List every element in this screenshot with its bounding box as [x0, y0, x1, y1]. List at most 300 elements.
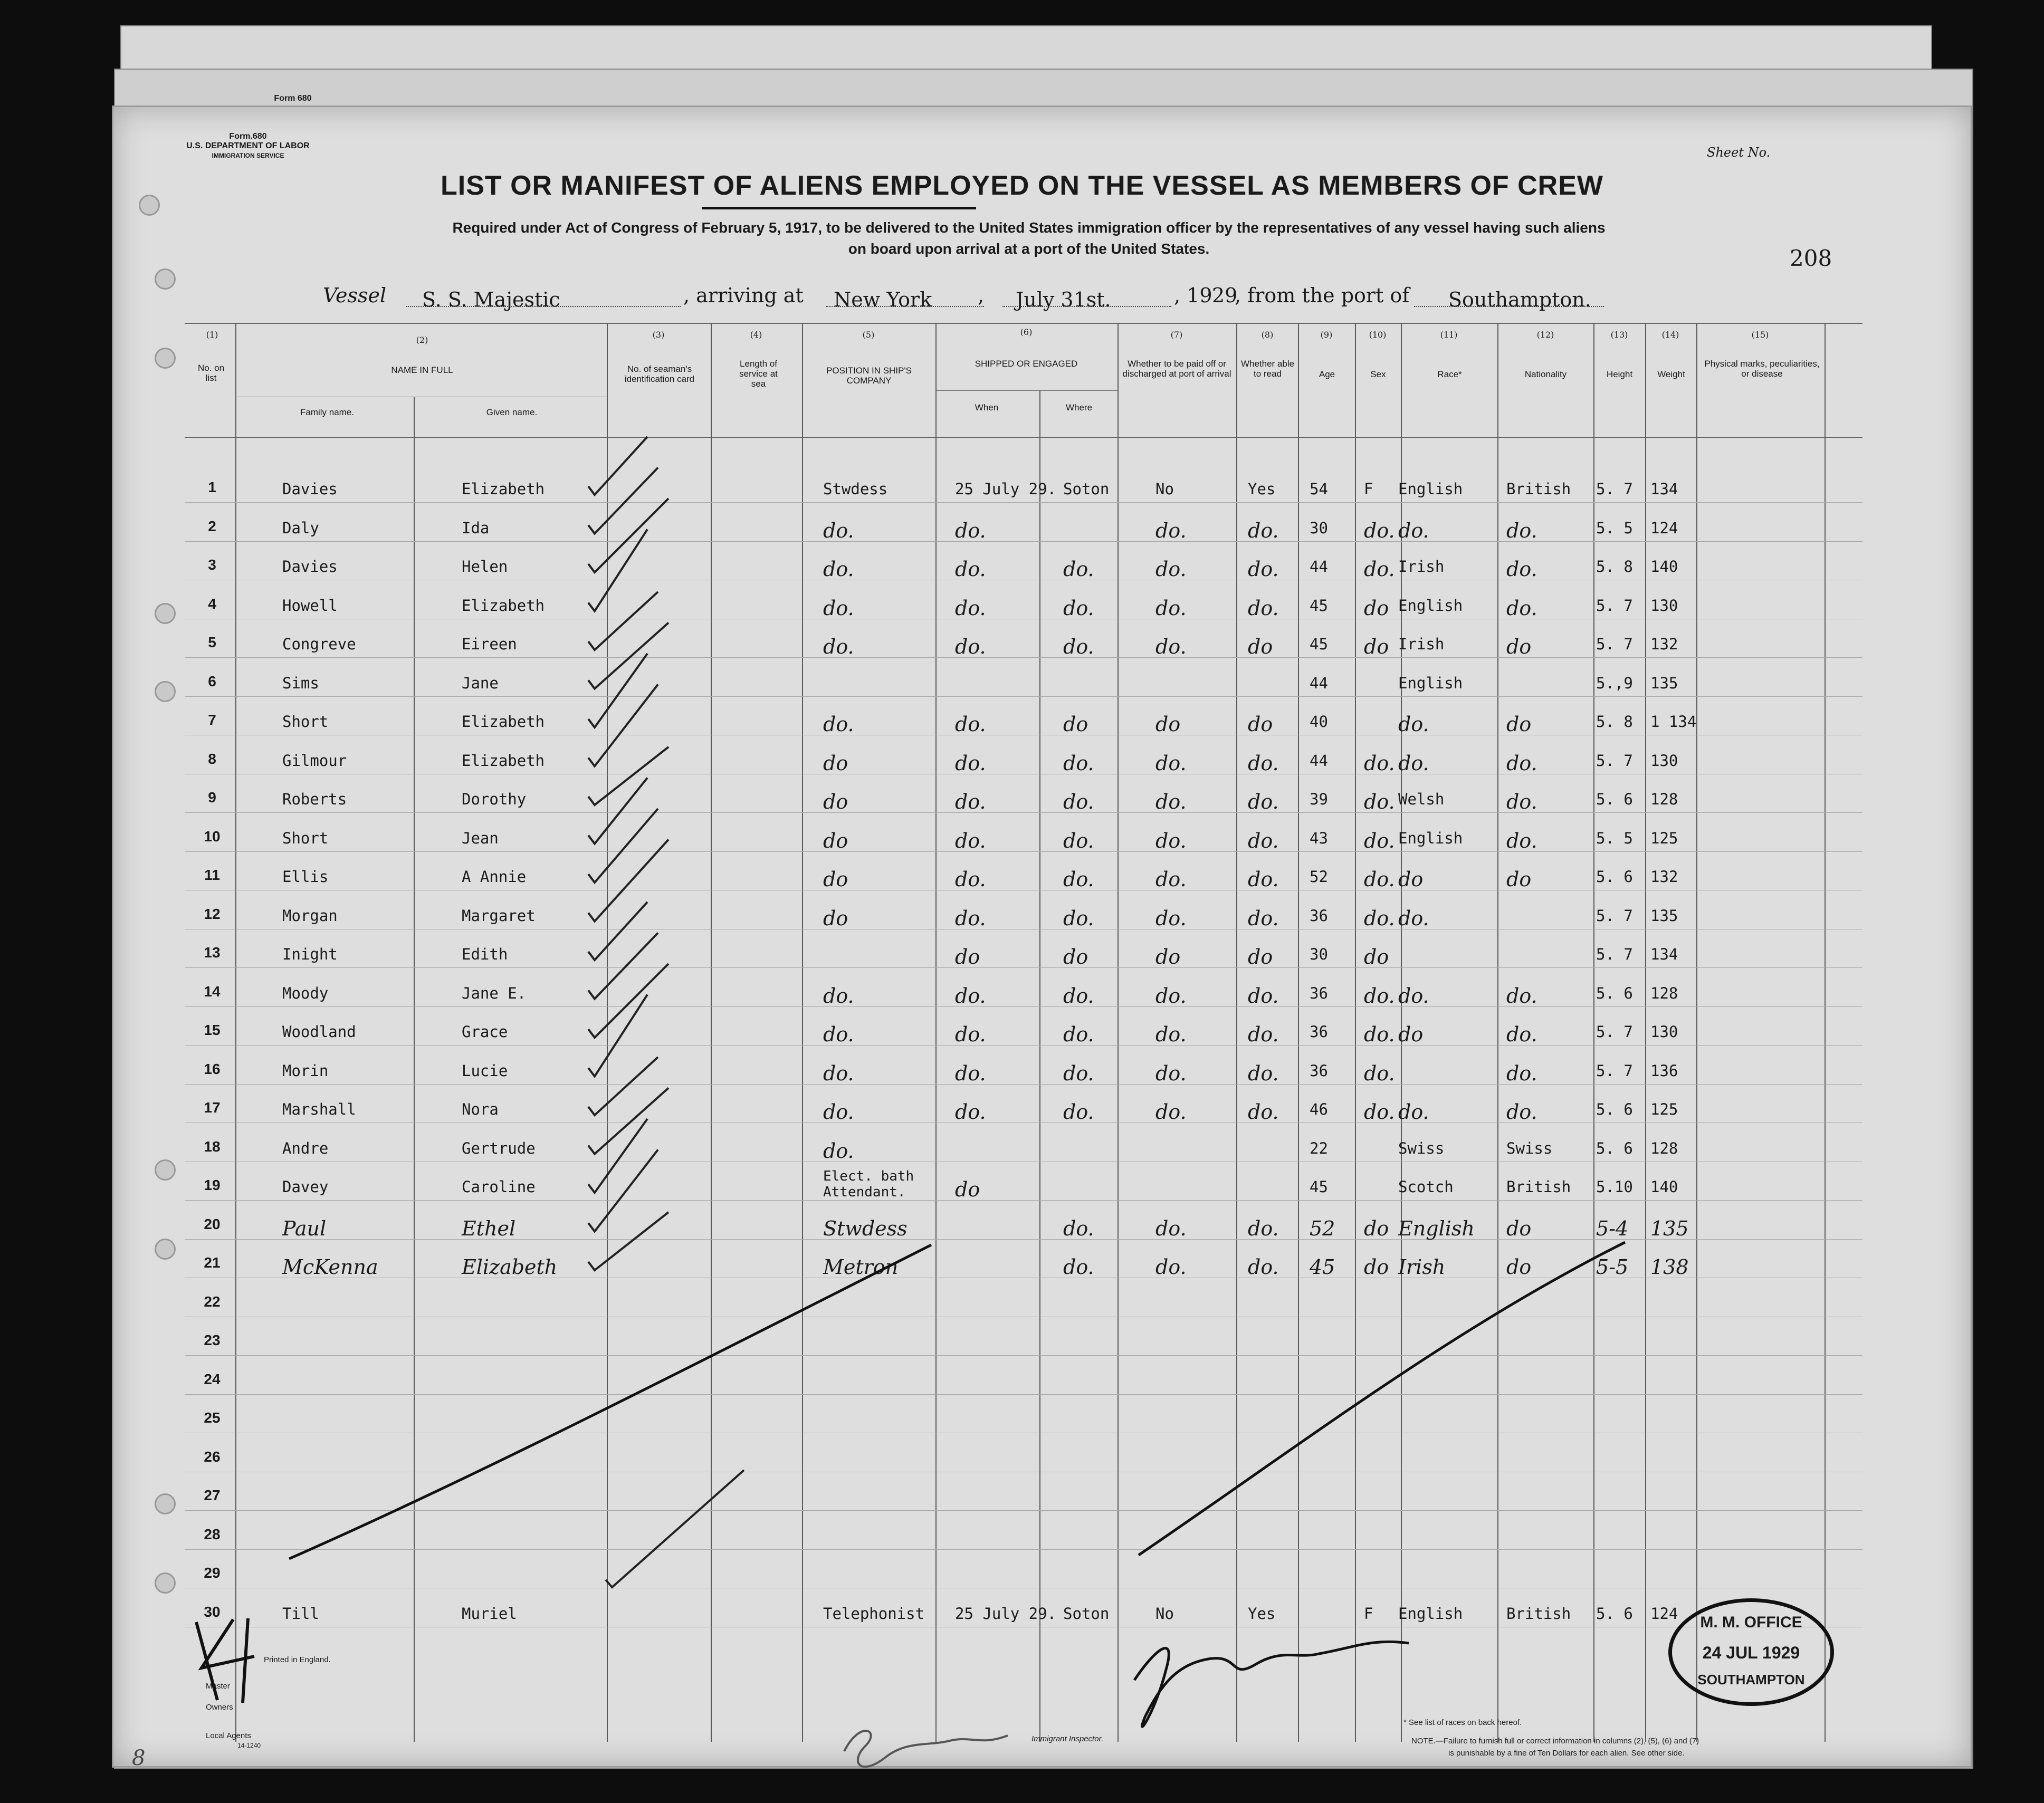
- paid-off-cell: No: [1155, 1604, 1174, 1623]
- sex-cell: do.: [1364, 906, 1395, 930]
- weight-cell: 128: [1650, 1139, 1678, 1157]
- family-name-cell: Davey: [282, 1178, 329, 1196]
- when-cell: do.: [955, 790, 986, 813]
- col-sep: [711, 323, 712, 1742]
- race-cell: Welsh: [1398, 790, 1445, 808]
- header-height: Height: [1606, 369, 1633, 379]
- header-where: Where: [1065, 402, 1093, 413]
- col-sep: [1645, 323, 1646, 1742]
- able-read-cell: do.: [1248, 519, 1279, 542]
- printed-in: Printed in England.: [264, 1655, 331, 1664]
- age-cell: 44: [1310, 558, 1328, 576]
- race-cell: Irish: [1398, 558, 1445, 576]
- col-number: (9): [1320, 330, 1333, 340]
- nationality-cell: do.: [1506, 558, 1537, 581]
- sex-cell: do: [1364, 596, 1389, 620]
- row-number: 19: [204, 1177, 221, 1193]
- header-weight: Weight: [1657, 369, 1685, 379]
- sex-cell: do.: [1364, 790, 1395, 813]
- nationality-cell: do: [1506, 1255, 1532, 1279]
- row-number: 25: [204, 1409, 221, 1426]
- race-cell: English: [1398, 1604, 1463, 1623]
- weight-cell: 130: [1650, 1023, 1678, 1041]
- given-name-cell: Elizabeth: [462, 596, 545, 615]
- agents-label: Local Agents: [206, 1731, 251, 1740]
- given-name-cell: Nora: [462, 1100, 499, 1118]
- agents-code: 14-1240: [237, 1742, 261, 1749]
- row-number: 27: [204, 1487, 221, 1503]
- when-cell: do.: [955, 558, 986, 581]
- height-cell: 5. 6: [1596, 1100, 1633, 1118]
- where-cell: do: [1063, 945, 1088, 968]
- header-physical: Physical marks, peculiarities, or disease: [1704, 359, 1820, 379]
- when-cell: do.: [955, 1023, 986, 1046]
- nationality-cell: do.: [1506, 596, 1537, 620]
- nationality-cell: do.: [1506, 1023, 1537, 1046]
- given-name-cell: Jean: [462, 829, 499, 847]
- form-number: Form.680: [229, 132, 267, 141]
- col-sep: [1117, 323, 1119, 1742]
- when-cell: do.: [955, 713, 986, 736]
- age-cell: 44: [1310, 751, 1328, 770]
- col-number: (3): [652, 330, 665, 340]
- weight-cell: 134: [1650, 480, 1678, 498]
- row-rule: [185, 696, 1862, 697]
- age-cell: 43: [1310, 829, 1328, 847]
- sex-cell: do.: [1364, 519, 1395, 542]
- col-sep: [1236, 323, 1237, 1742]
- col-number: (8): [1261, 330, 1274, 340]
- given-name-cell: Elizabeth: [462, 1255, 558, 1279]
- where-cell: do.: [1063, 1100, 1094, 1124]
- header-shipped-engaged: SHIPPED OR ENGAGED: [975, 359, 1078, 369]
- when-cell: do.: [955, 984, 986, 1008]
- sex-cell: do: [1364, 945, 1389, 968]
- weight-cell: 130: [1650, 751, 1678, 770]
- age-cell: 44: [1310, 674, 1328, 692]
- family-name-cell: Moody: [282, 984, 329, 1002]
- weight-cell: 128: [1650, 984, 1678, 1002]
- stamp-date: 24 JUL 1929: [1702, 1643, 1800, 1662]
- manifest-sheet: [112, 106, 1972, 1768]
- family-name-cell: Morin: [282, 1061, 329, 1080]
- header-bottom-rule: [185, 437, 1862, 438]
- position-cell: do.: [823, 1061, 854, 1085]
- race-cell: do: [1398, 868, 1424, 891]
- given-name-cell: Gertrude: [462, 1139, 536, 1157]
- given-name-cell: Helen: [462, 558, 508, 576]
- family-name-cell: Daly: [282, 519, 319, 537]
- row-number: 3: [208, 557, 216, 573]
- paid-off-cell: do.: [1155, 829, 1187, 852]
- underlying-form-number: Form 680: [274, 94, 312, 103]
- family-name-cell: Howell: [282, 596, 338, 615]
- race-cell: English: [1398, 1216, 1475, 1240]
- weight-cell: 124: [1650, 519, 1678, 537]
- col-number: (1): [206, 330, 218, 340]
- age-cell: 52: [1310, 1216, 1335, 1240]
- header-top-rule: [185, 323, 1862, 324]
- position-cell: do: [823, 829, 848, 852]
- punch-hole: [155, 1159, 176, 1181]
- paid-off-cell: do: [1155, 945, 1181, 968]
- row-rule: [185, 1006, 1862, 1007]
- where-cell: do.: [1063, 635, 1094, 658]
- given-name-cell: Elizabeth: [462, 480, 545, 498]
- height-cell: 5. 7: [1596, 596, 1633, 615]
- col-sep: [1298, 323, 1299, 1742]
- weight-cell: 132: [1650, 868, 1678, 886]
- header-age: Age: [1319, 369, 1335, 379]
- height-cell: 5. 5: [1596, 829, 1633, 847]
- family-name-cell: Gilmour: [282, 751, 347, 770]
- col-number: (7): [1170, 330, 1183, 340]
- able-read-cell: do.: [1248, 906, 1279, 930]
- where-cell: do.: [1063, 984, 1094, 1008]
- col-number: (10): [1369, 330, 1387, 340]
- height-cell: 5. 7: [1596, 906, 1633, 925]
- inspector-label: Immigrant Inspector.: [1031, 1734, 1104, 1743]
- row-number: 20: [204, 1215, 221, 1232]
- age-cell: 36: [1310, 906, 1328, 925]
- position-cell: Telephonist: [823, 1604, 925, 1623]
- position-cell: do: [823, 906, 848, 930]
- weight-cell: 130: [1650, 596, 1678, 615]
- nationality-cell: do.: [1506, 751, 1537, 775]
- race-cell: English: [1398, 674, 1463, 692]
- col-number: (2): [416, 335, 428, 345]
- master-label: Master: [206, 1682, 230, 1691]
- age-cell: 45: [1310, 1178, 1328, 1196]
- paid-off-cell: do.: [1155, 790, 1187, 813]
- able-read-cell: do: [1248, 635, 1273, 658]
- race-cell: Swiss: [1398, 1139, 1445, 1157]
- weight-cell: 1 134: [1650, 713, 1697, 731]
- paid-off-cell: do.: [1155, 984, 1187, 1008]
- able-read-cell: do.: [1248, 790, 1279, 813]
- when-cell: do.: [955, 635, 986, 658]
- race-cell: do.: [1398, 519, 1429, 542]
- height-cell: 5. 6: [1596, 984, 1633, 1002]
- height-cell: 5. 5: [1596, 519, 1633, 537]
- age-cell: 39: [1310, 790, 1328, 808]
- sex-cell: do: [1364, 635, 1389, 658]
- position-cell: do.: [823, 1100, 854, 1124]
- family-name-cell: Davies: [282, 480, 338, 498]
- sex-cell: do.: [1364, 558, 1395, 581]
- header-sex: Sex: [1370, 369, 1386, 379]
- position-cell: Metron: [823, 1255, 899, 1279]
- row-number: 14: [204, 983, 221, 1000]
- height-cell: 5. 6: [1596, 1604, 1633, 1623]
- col-sep: [1497, 323, 1498, 1742]
- stamp-top-text: M. M. OFFICE: [1700, 1614, 1802, 1631]
- race-cell: Irish: [1398, 635, 1445, 653]
- weight-cell: 140: [1650, 1178, 1678, 1196]
- comma: ,: [978, 284, 985, 307]
- race-cell: do.: [1398, 751, 1429, 775]
- given-name-cell: Muriel: [462, 1604, 517, 1623]
- row-number: 8: [208, 750, 216, 767]
- row-rule: [185, 1045, 1862, 1046]
- nationality-cell: Swiss: [1506, 1139, 1553, 1157]
- height-cell: 5. 6: [1596, 790, 1633, 808]
- row-number: 18: [204, 1138, 221, 1155]
- family-name-cell: Till: [282, 1604, 319, 1623]
- col-number: (15): [1751, 330, 1769, 340]
- family-name-cell: Congreve: [282, 635, 356, 653]
- given-name-cell: Grace: [462, 1023, 508, 1041]
- when-cell: do.: [955, 1061, 986, 1085]
- family-name-cell: McKenna: [282, 1255, 378, 1279]
- when-cell: do.: [955, 868, 986, 891]
- able-read-cell: do.: [1248, 596, 1279, 620]
- height-cell: 5. 7: [1596, 751, 1633, 770]
- sex-cell: do.: [1364, 1100, 1395, 1124]
- paid-off-cell: do.: [1155, 635, 1187, 658]
- where-cell: do: [1063, 713, 1088, 736]
- age-cell: 54: [1310, 480, 1328, 498]
- nationality-cell: do.: [1506, 984, 1537, 1008]
- weight-cell: 124: [1650, 1604, 1678, 1623]
- col-number: (5): [862, 330, 875, 340]
- race-cell: do.: [1398, 713, 1429, 736]
- where-cell: do.: [1063, 596, 1094, 620]
- given-name-cell: Jane: [462, 674, 499, 692]
- weight-cell: 132: [1650, 635, 1678, 653]
- position-cell: do.: [823, 1023, 854, 1046]
- position-cell: do: [823, 868, 848, 891]
- position-cell: do.: [823, 984, 854, 1008]
- paid-off-cell: do: [1155, 713, 1181, 736]
- header-family-name: Family name.: [300, 407, 355, 417]
- row-number: 16: [204, 1060, 221, 1077]
- stamp-bottom-text: SOUTHAMPTON: [1697, 1672, 1805, 1687]
- position-cell: do: [823, 751, 848, 775]
- able-read-cell: Yes: [1248, 1604, 1276, 1623]
- weight-cell: 135: [1650, 674, 1678, 692]
- family-name-cell: Inight: [282, 945, 338, 963]
- weight-cell: 134: [1650, 945, 1678, 963]
- note-line-2: is punishable by a fine of Ten Dollars for each alien. See other side.: [1448, 1749, 1685, 1758]
- nationality-cell: do.: [1506, 790, 1537, 813]
- able-read-cell: do.: [1248, 1061, 1279, 1085]
- shipped-split-rule: [935, 390, 1117, 391]
- able-read-cell: Yes: [1248, 480, 1276, 498]
- able-read-cell: do.: [1248, 1023, 1279, 1046]
- height-cell: 5.,9: [1596, 674, 1633, 692]
- row-rule: [185, 502, 1862, 503]
- weight-cell: 125: [1650, 1100, 1678, 1118]
- position-cell: Elect. bath Attendant.: [823, 1168, 914, 1200]
- voyage-line: [323, 284, 386, 307]
- height-cell: 5. 8: [1596, 558, 1633, 576]
- where-cell: do.: [1063, 558, 1094, 581]
- row-number: 23: [204, 1332, 221, 1348]
- subtitle-line-2: on board upon arrival at a port of the United States.: [848, 241, 1210, 257]
- able-read-cell: do.: [1248, 1216, 1279, 1240]
- given-name-cell: Eireen: [462, 635, 517, 653]
- height-cell: 5. 7: [1596, 635, 1633, 653]
- given-name-cell: Caroline: [462, 1178, 536, 1196]
- paid-off-cell: do.: [1155, 1216, 1187, 1240]
- weight-cell: 136: [1650, 1061, 1678, 1080]
- weight-cell: 135: [1650, 1216, 1689, 1240]
- able-read-cell: do.: [1248, 868, 1279, 891]
- family-name-cell: Morgan: [282, 906, 338, 925]
- paid-off-cell: do.: [1155, 906, 1187, 930]
- header-race: Race*: [1437, 369, 1462, 379]
- row-number: 2: [208, 517, 216, 534]
- paid-off-cell: No: [1155, 480, 1174, 498]
- col-sep: [235, 323, 236, 1742]
- age-cell: 36: [1310, 984, 1328, 1002]
- family-name-cell: Short: [282, 829, 329, 847]
- service-name: IMMIGRATION SERVICE: [212, 152, 284, 159]
- header-nationality: Nationality: [1524, 369, 1567, 379]
- paid-off-cell: do.: [1155, 1255, 1187, 1279]
- row-rule: [185, 1355, 1862, 1356]
- nationality-cell: do: [1506, 868, 1532, 891]
- age-cell: 30: [1310, 945, 1328, 963]
- position-cell: do.: [823, 519, 854, 542]
- age-cell: 52: [1310, 868, 1328, 886]
- row-rule: [185, 657, 1862, 658]
- given-name-cell: Margaret: [462, 906, 536, 925]
- where-cell: Soton: [1063, 480, 1110, 498]
- family-name-cell: Sims: [282, 674, 319, 692]
- corner-mark: 8: [132, 1746, 146, 1770]
- position-cell: do.: [823, 713, 854, 736]
- family-name-cell: Short: [282, 713, 329, 731]
- given-name-cell: Elizabeth: [462, 751, 545, 770]
- row-number: 5: [208, 634, 216, 650]
- row-number: 9: [208, 789, 216, 805]
- position-cell: Stwdess: [823, 480, 888, 498]
- owners-label: Owners: [206, 1703, 233, 1712]
- sex-cell: F: [1364, 1604, 1373, 1623]
- sex-cell: do: [1364, 1216, 1389, 1240]
- row-rule: [185, 1549, 1862, 1550]
- age-cell: 36: [1310, 1061, 1328, 1080]
- weight-cell: 128: [1650, 790, 1678, 808]
- race-cell: English: [1398, 596, 1463, 615]
- paid-off-cell: do.: [1155, 1023, 1187, 1046]
- punch-hole: [155, 268, 176, 290]
- position-cell: do: [823, 790, 848, 813]
- arrival-port: New York: [834, 288, 932, 311]
- able-read-cell: do: [1248, 713, 1273, 736]
- nationality-cell: do: [1506, 635, 1532, 658]
- where-cell: do.: [1063, 868, 1094, 891]
- sex-cell: do.: [1364, 751, 1395, 775]
- office-stamp: [1668, 1598, 1834, 1706]
- paid-off-cell: do.: [1155, 596, 1187, 620]
- row-rule: [185, 1084, 1862, 1085]
- when-cell: do.: [955, 596, 986, 620]
- row-rule: [185, 812, 1862, 813]
- paid-off-cell: do.: [1155, 1061, 1187, 1085]
- col-number: (14): [1661, 330, 1679, 340]
- when-cell: do: [955, 945, 980, 968]
- row-number: 17: [204, 1099, 221, 1116]
- col-sep: [935, 323, 937, 1742]
- position-cell: Stwdess: [823, 1216, 908, 1240]
- row-number: 11: [204, 867, 220, 883]
- col-sep: [1593, 323, 1594, 1742]
- family-name-cell: Andre: [282, 1139, 329, 1157]
- vessel-label: Vessel: [323, 284, 387, 307]
- position-cell: do.: [823, 596, 854, 620]
- race-cell: do: [1398, 1023, 1424, 1046]
- sex-cell: F: [1364, 480, 1373, 498]
- where-cell: do.: [1063, 829, 1094, 852]
- height-cell: 5. 6: [1596, 1139, 1633, 1157]
- header-id-card: No. of seaman's identification card: [624, 364, 695, 384]
- weight-cell: 125: [1650, 829, 1678, 847]
- height-cell: 5. 6: [1596, 868, 1633, 886]
- subtitle-line-1: Required under Act of Congress of February 5, 1917, to be delivered to the United States immigration officer by the representatives of any vessel having such aliens: [452, 219, 1606, 236]
- family-name-cell: Davies: [282, 558, 338, 576]
- form-header: [174, 132, 322, 160]
- family-name-cell: Roberts: [282, 790, 347, 808]
- row-number: 13: [204, 944, 221, 961]
- sex-cell: do.: [1364, 1061, 1395, 1085]
- position-cell: do.: [823, 635, 854, 658]
- col-sep: [1039, 390, 1040, 1742]
- row-rule: [185, 851, 1862, 852]
- paid-off-cell: do.: [1155, 751, 1187, 775]
- paid-off-cell: do.: [1155, 519, 1187, 542]
- row-number: 4: [208, 595, 216, 612]
- given-name-cell: Edith: [462, 945, 508, 963]
- col-sep: [1355, 323, 1356, 1742]
- where-cell: Soton: [1063, 1604, 1110, 1623]
- col-sep: [1696, 323, 1697, 1742]
- when-cell: do.: [955, 1100, 986, 1124]
- weight-cell: 140: [1650, 558, 1678, 576]
- able-read-cell: do.: [1248, 829, 1279, 852]
- punch-hole: [155, 681, 176, 702]
- given-name-cell: A Annie: [462, 868, 527, 886]
- year-prefix: , 19: [1174, 284, 1212, 307]
- header-able-read: Whether able to read: [1240, 359, 1295, 379]
- paid-off-cell: do.: [1155, 558, 1187, 581]
- department-name: U.S. DEPARTMENT OF LABOR: [186, 141, 310, 150]
- sheet-number-label: Sheet No.: [1707, 145, 1771, 160]
- where-cell: do.: [1063, 790, 1094, 813]
- race-cell: do.: [1398, 906, 1429, 930]
- family-name-cell: Woodland: [282, 1023, 356, 1041]
- nationality-cell: British: [1506, 1604, 1571, 1623]
- race-cell: English: [1398, 480, 1463, 498]
- nationality-cell: British: [1506, 1178, 1571, 1196]
- race-cell: do.: [1398, 1100, 1429, 1124]
- when-cell: do.: [955, 906, 986, 930]
- able-read-cell: do: [1248, 945, 1273, 968]
- age-cell: 45: [1310, 635, 1328, 653]
- nationality-cell: do.: [1506, 1061, 1537, 1085]
- when-cell: do.: [955, 751, 986, 775]
- race-cell: English: [1398, 829, 1463, 847]
- where-cell: do.: [1063, 1255, 1094, 1279]
- height-cell: 5-5: [1596, 1255, 1629, 1279]
- header-when: When: [975, 402, 999, 413]
- row-number: 30: [204, 1603, 221, 1620]
- sex-cell: do.: [1364, 868, 1395, 891]
- race-cell: Irish: [1398, 1255, 1446, 1279]
- where-cell: do.: [1063, 751, 1094, 775]
